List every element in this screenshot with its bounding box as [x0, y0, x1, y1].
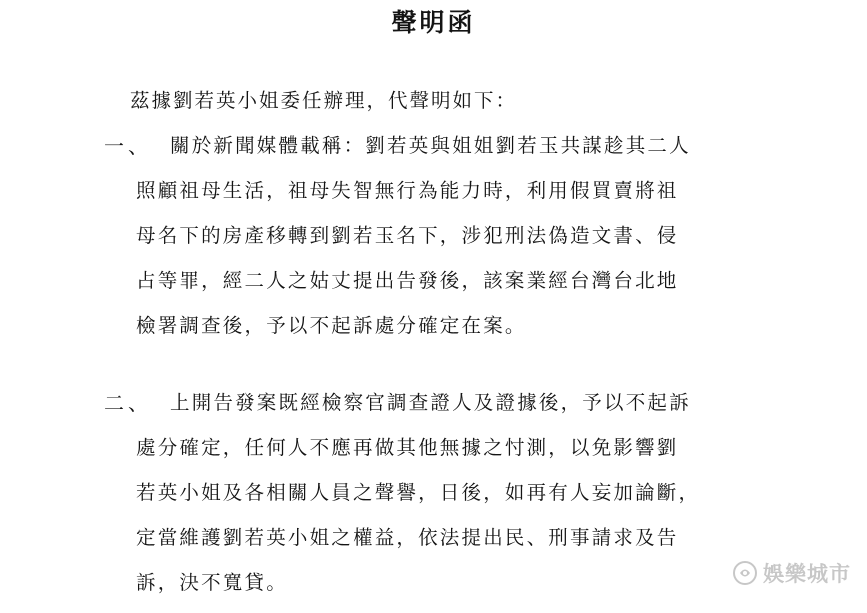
watermark-text: 娛樂城市 [763, 562, 851, 586]
watermark-logo-icon [732, 560, 758, 586]
section-2-line-5: 訴，決不寬貸。 [136, 571, 288, 594]
watermark [732, 558, 851, 588]
section-1-marker: 一、 [104, 134, 152, 158]
section-1-line-1: 關於新聞媒體載稱：劉若英與姐姐劉若玉共謀趁其二人 [170, 134, 691, 157]
document-title: 聲明函 [391, 8, 476, 37]
section-2-line-4: 定當維護劉若英小姐之權益，依法提出民、刑事請求及告 [136, 526, 679, 549]
intro-line: 茲據劉若英小姐委任辦理，代聲明如下： [130, 89, 518, 112]
section-1-paragraph [136, 131, 691, 356]
section-2-line-3: 若英小姐及各相關人員之聲譽，日後，如再有人妄加論斷， [136, 481, 701, 504]
section-2-paragraph [136, 388, 701, 613]
section-1-line-3: 母名下的房產移轉到劉若玉名下，涉犯刑法偽造文書、侵 [136, 224, 679, 247]
section-1-line-2: 照顧祖母生活，祖母失智無行為能力時，利用假買賣將祖 [136, 179, 679, 202]
section-2-line-2: 處分確定，任何人不應再做其他無據之忖測，以免影響劉 [136, 436, 679, 459]
section-1-line-5: 檢署調查後，予以不起訴處分確定在案。 [136, 314, 527, 337]
section-2-line-1: 上開告發案既經檢察官調查證人及證據後，予以不起訴 [170, 391, 691, 414]
section-1-line-4: 占等罪，經二人之姑丈提出告發後，該案業經台灣台北地 [136, 269, 679, 292]
section-2-marker: 二、 [104, 391, 152, 415]
